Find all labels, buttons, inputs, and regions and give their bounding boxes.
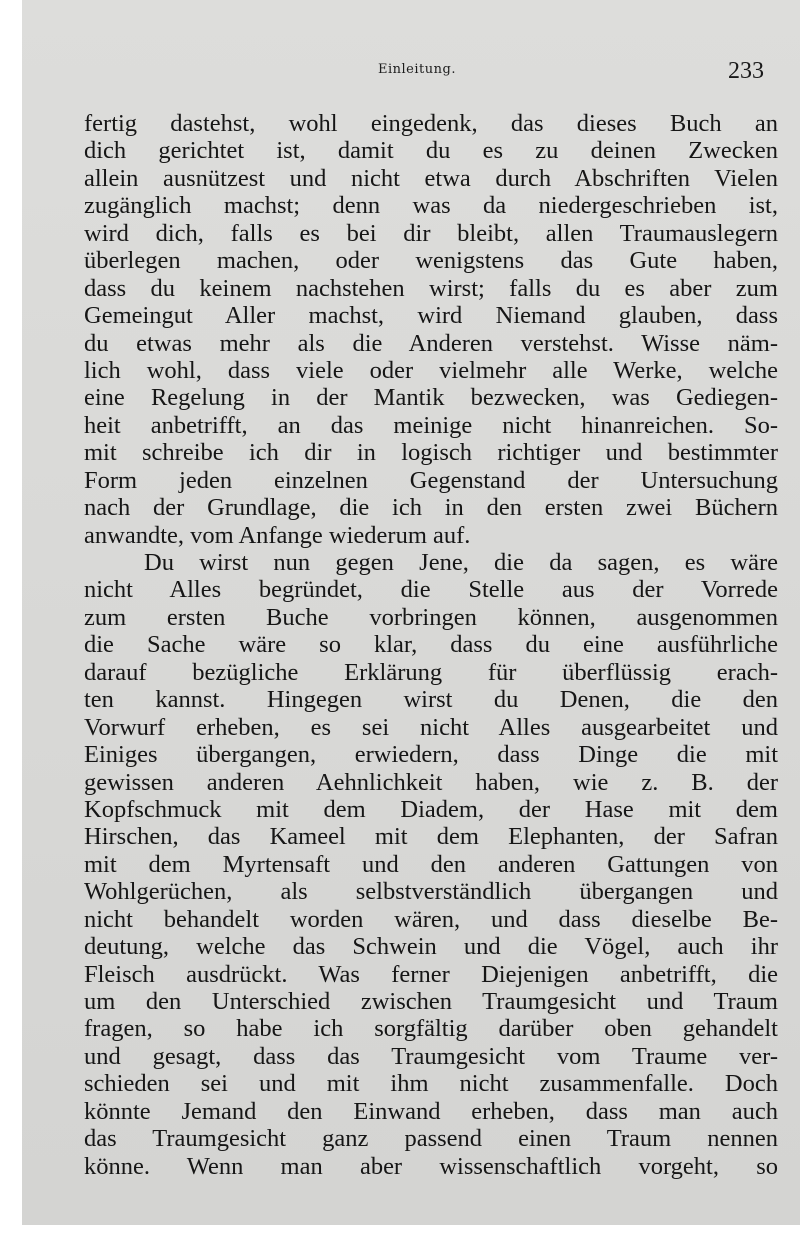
text-line: fragen, so habe ich sorgfältig darüber oben gehandelt — [84, 1015, 778, 1043]
book-page — [22, 0, 800, 1225]
text-line: dich gerichtet ist, damit du es zu deinen Zwecken — [84, 137, 778, 165]
text-line: mit dem Myrtensaft und den anderen Gattungen von — [84, 850, 778, 878]
text-line: gewissen anderen Aehnlichkeit haben, wie z. B. der — [84, 768, 778, 796]
text-line: Einiges übergangen, erwiedern, dass Dinge die mit — [84, 741, 778, 769]
text-line: könnte Jemand den Einwand erheben, dass man auch — [84, 1097, 778, 1125]
text-line: wird dich, falls es bei dir bleibt, allen Traumauslegern — [84, 219, 778, 247]
text-line: allein ausnützest und nicht etwa durch Abschriften Vielen — [84, 164, 778, 192]
text-line: zugänglich machst; denn was da niedergeschrieben ist, — [84, 192, 778, 220]
text-line: eine Regelung in der Mantik bezwecken, was Gediegen- — [84, 384, 778, 412]
scan-bottom-margin — [0, 1225, 800, 1239]
text-line: Fleisch ausdrückt. Was ferner Diejenigen anbetrifft, die — [84, 960, 778, 988]
text-line: darauf bezügliche Erklärung für überflüssig erach- — [84, 658, 778, 686]
text-line: ten kannst. Hingegen wirst du Denen, die den — [84, 686, 778, 714]
page-number: 233 — [728, 58, 764, 84]
text-line: dass du keinem nachstehen wirst; falls du es aber zum — [84, 274, 778, 302]
text-line: das Traumgesicht ganz passend einen Traum nennen — [84, 1125, 778, 1153]
text-line: um den Unterschied zwischen Traumgesicht und Traum — [84, 988, 778, 1015]
text-line: Vorwurf erheben, es sei nicht Alles ausgearbeitet und — [84, 713, 778, 741]
text-line: und gesagt, dass das Traumgesicht vom Traume ver- — [84, 1042, 778, 1070]
text-line: nach der Grundlage, die ich in den ersten zwei Büchern — [84, 494, 778, 522]
text-line: nicht Alles begründet, die Stelle aus der Vorrede — [84, 576, 778, 604]
text-line: fertig dastehst, wohl eingedenk, das dieses Buch an — [84, 110, 778, 137]
paragraph-start-line: Du wirst nun gegen Jene, die da sagen, es wäre — [144, 549, 778, 576]
scan-margin — [0, 0, 22, 1239]
text-line: Hirschen, das Kameel mit dem Elephanten, der Safran — [84, 823, 778, 851]
text-line: die Sache wäre so klar, dass du eine ausführliche — [84, 631, 778, 659]
text-line: Gemeingut Aller machst, wird Niemand glauben, dass — [84, 302, 778, 330]
text-line: heit anbetrifft, an das meinige nicht hinanreichen. So- — [84, 411, 778, 439]
text-line: schieden sei und mit ihm nicht zusammenfalle. Doch — [84, 1070, 778, 1098]
text-line: Kopfschmuck mit dem Diadem, der Hase mit dem — [84, 795, 778, 823]
paragraph-end-line: anwandte, vom Anfange wiederum auf. — [84, 521, 471, 549]
text-line: du etwas mehr als die Anderen verstehst. Wisse näm- — [84, 329, 778, 357]
text-line: mit schreibe ich dir in logisch richtiger und bestimmter — [84, 439, 778, 467]
text-line: lich wohl, dass viele oder vielmehr alle Werke, welche — [84, 356, 778, 384]
body-text — [84, 110, 778, 1180]
text-line: könne. Wenn man aber wissenschaftlich vorgeht, so — [84, 1152, 778, 1180]
text-line: deutung, welche das Schwein und die Vögel, auch ihr — [84, 933, 778, 961]
text-line: Form jeden einzelnen Gegenstand der Untersuchung — [84, 466, 778, 494]
text-line: zum ersten Buche vorbringen können, ausgenommen — [84, 603, 778, 631]
text-line: überlegen machen, oder wenigstens das Gute haben, — [84, 247, 778, 275]
text-line: Wohlgerüchen, als selbstverständlich übergangen und — [84, 878, 778, 906]
running-title: Einleitung. — [378, 62, 456, 77]
text-line: nicht behandelt worden wären, und dass dieselbe Be- — [84, 905, 778, 933]
